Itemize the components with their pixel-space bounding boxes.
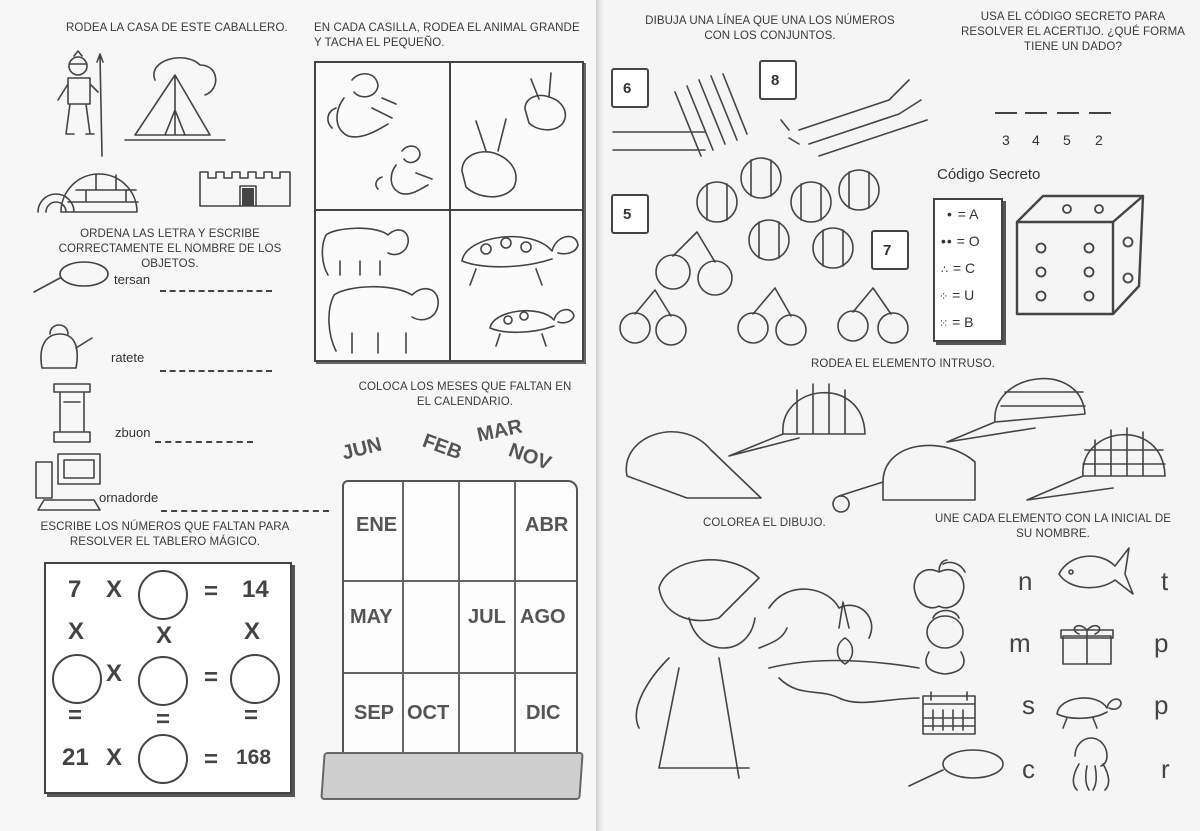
board-r3-result: 168: [236, 746, 272, 769]
fish-icon: [1055, 544, 1135, 594]
code-row-5: ⁙ = B: [939, 314, 974, 330]
answer-line-2[interactable]: [160, 370, 272, 372]
answer-line-3[interactable]: [155, 441, 253, 443]
ex10-instruction: UNE CADA ELEMENTO CON LA INICIAL DE SU NOMBRE.: [934, 513, 1172, 540]
board-col-eq-1: =: [68, 702, 83, 729]
initial-right-3[interactable]: p: [1154, 690, 1169, 720]
rabbit-big-icon: [456, 117, 531, 207]
computer-icon: [34, 452, 109, 512]
code-value-2: = O: [956, 233, 980, 249]
initial-right-1[interactable]: t: [1161, 566, 1169, 596]
cal-r2-c4: AGO: [520, 606, 566, 628]
cap-check-icon: [1025, 420, 1170, 504]
calendar: [342, 480, 578, 760]
bag-5-number: 5: [623, 206, 632, 223]
answer-digit-3: 5: [1063, 132, 1071, 148]
ex3-instruction: ORDENA LAS LETRA Y ESCRIBE CORRECTAMENTE EL NOMBRE DE LOS OBJETOS.: [58, 228, 282, 270]
monkey-small-icon: [366, 141, 446, 206]
octopus-icon: [1069, 734, 1113, 792]
apple-icon: [909, 558, 969, 610]
answer-blank-2[interactable]: [1025, 112, 1047, 114]
board-r3-eq: =: [204, 746, 219, 773]
monkey-icon: [919, 608, 971, 678]
frying-pan-icon: [32, 258, 112, 298]
board-r1-eq: =: [204, 578, 219, 605]
code-value-4: = U: [952, 287, 975, 303]
knight-illustration: [52, 50, 122, 160]
code-row-3: ∴ = C: [941, 260, 976, 276]
cal-r1-c1: ENE: [356, 514, 398, 536]
mailbox-icon: [50, 380, 95, 446]
cal-r3-c1: SEP: [354, 702, 395, 724]
board-r2-op: X: [106, 660, 123, 687]
answer-digit-2: 4: [1032, 132, 1040, 148]
board-col-eq-2: =: [156, 706, 171, 733]
magic-board: [44, 562, 292, 794]
cal-r1-c4: ABR: [525, 514, 569, 536]
board-col-op-1: X: [68, 618, 85, 645]
answer-digit-1: 3: [1002, 132, 1010, 148]
board-r2-eq: =: [204, 664, 219, 691]
answer-digit-4: 2: [1095, 132, 1103, 148]
board-blank-r1[interactable]: [138, 570, 188, 620]
code-value-3: = C: [952, 260, 976, 276]
explorer-coloring-illustration: [619, 548, 919, 796]
floating-month-1[interactable]: JUN: [339, 433, 384, 465]
board-r1-a: 7: [68, 576, 82, 603]
pencils-set-icon: [611, 70, 771, 160]
turtle-big-icon: [456, 219, 581, 294]
ex2-instruction: EN CADA CASILLA, RODEA EL ANIMAL GRANDE Y TACHA EL PEQUEÑO.: [314, 22, 580, 49]
dice-icon: [1015, 192, 1147, 316]
code-title: Código Secreto: [937, 166, 1041, 183]
board-r3-op: X: [106, 744, 123, 771]
ex1-instruction: RODEA LA CASA DE ESTE CABALLERO.: [66, 22, 288, 34]
board-r1-op: X: [106, 576, 123, 603]
floating-month-3[interactable]: MAR: [475, 415, 525, 447]
gift-icon: [1059, 622, 1115, 666]
board-blank-r2-result[interactable]: [230, 654, 280, 704]
board-col-op-2: X: [156, 622, 173, 649]
board-col-op-3: X: [244, 618, 261, 645]
animal-grid: [314, 61, 584, 362]
initial-left-4[interactable]: c: [1022, 754, 1035, 784]
floating-month-4[interactable]: NOV: [505, 439, 554, 475]
cal-r2-c1: MAY: [350, 606, 393, 628]
answer-line-1[interactable]: [160, 290, 272, 292]
tent-illustration: [125, 50, 230, 150]
left-page: [0, 0, 598, 831]
scrambled-word-3: zbuon: [115, 425, 151, 440]
initial-left-2[interactable]: m: [1009, 628, 1031, 658]
scrambled-word-2: ratete: [111, 350, 145, 365]
board-r3-a: 21: [62, 744, 89, 771]
initial-left-1[interactable]: n: [1018, 566, 1033, 596]
board-r1-result: 14: [242, 576, 269, 603]
bag-7-number: 7: [883, 242, 892, 259]
scrambled-word-4: ornadorde: [99, 490, 159, 505]
ex7-instruction: USA EL CÓDIGO SECRETO PARA RESOLVER EL ACERTIJO. ¿QUÉ FORMA TIENE UN DADO?: [960, 11, 1186, 53]
code-value-1: = A: [957, 206, 979, 222]
initial-left-3[interactable]: s: [1022, 690, 1035, 720]
bag-6-number: 6: [623, 80, 632, 97]
code-row-1: • = A: [947, 206, 979, 222]
cal-r2-c3: JUL: [468, 606, 506, 628]
code-row-4: ⁘ = U: [939, 287, 975, 303]
board-col-eq-3: =: [244, 702, 259, 729]
secret-code-card: [933, 198, 1003, 342]
code-row-2: •• = O: [941, 233, 980, 249]
igloo-illustration: [36, 160, 156, 215]
cal-r3-c4: DIC: [526, 702, 561, 724]
right-page: [603, 0, 1200, 831]
code-value-5: = B: [952, 314, 974, 330]
bag-8-number: 8: [771, 72, 780, 89]
cherries-set-icon: [613, 228, 923, 348]
ex5-instruction: COLOCA LOS MESES QUE FALTAN EN EL CALENDARIO.: [358, 381, 572, 408]
calendar-icon: [921, 690, 977, 736]
scrambled-word-1: tersan: [114, 272, 151, 287]
board-blank-r3[interactable]: [138, 734, 188, 784]
initial-right-2[interactable]: p: [1154, 628, 1169, 658]
carrots-set-icon: [779, 70, 929, 160]
board-blank-r2-a[interactable]: [52, 654, 102, 704]
turtle-icon: [1053, 688, 1123, 730]
initial-right-4[interactable]: r: [1161, 754, 1170, 784]
castle-illustration: [198, 158, 302, 208]
answer-blank-1[interactable]: [995, 112, 1017, 114]
ex9-instruction: COLOREA EL DIBUJO.: [703, 517, 826, 529]
answer-blank-3[interactable]: [1057, 112, 1079, 114]
kettle-icon: [36, 318, 106, 373]
monkey-big-icon: [322, 68, 417, 148]
ex6-instruction: DIBUJA UNA LÍNEA QUE UNA LOS NÚMEROS CON LOS CONJUNTOS.: [645, 15, 895, 42]
floating-month-2[interactable]: FEB: [419, 429, 465, 465]
board-blank-r2-b[interactable]: [138, 656, 188, 706]
calendar-base: [320, 752, 583, 800]
turtle-small-icon: [484, 298, 579, 353]
pan-icon: [907, 746, 1007, 792]
cal-r3-c2: OCT: [407, 702, 450, 724]
answer-blank-4[interactable]: [1089, 112, 1111, 114]
answer-line-4[interactable]: [161, 510, 329, 512]
bear-big-icon: [328, 269, 448, 359]
ex8-instruction: RODEA EL ELEMENTO INTRUSO.: [811, 358, 996, 370]
ex4-instruction: ESCRIBE LOS NÚMEROS QUE FALTAN PARA RESOLVER EL TABLERO MÁGICO.: [40, 521, 290, 548]
